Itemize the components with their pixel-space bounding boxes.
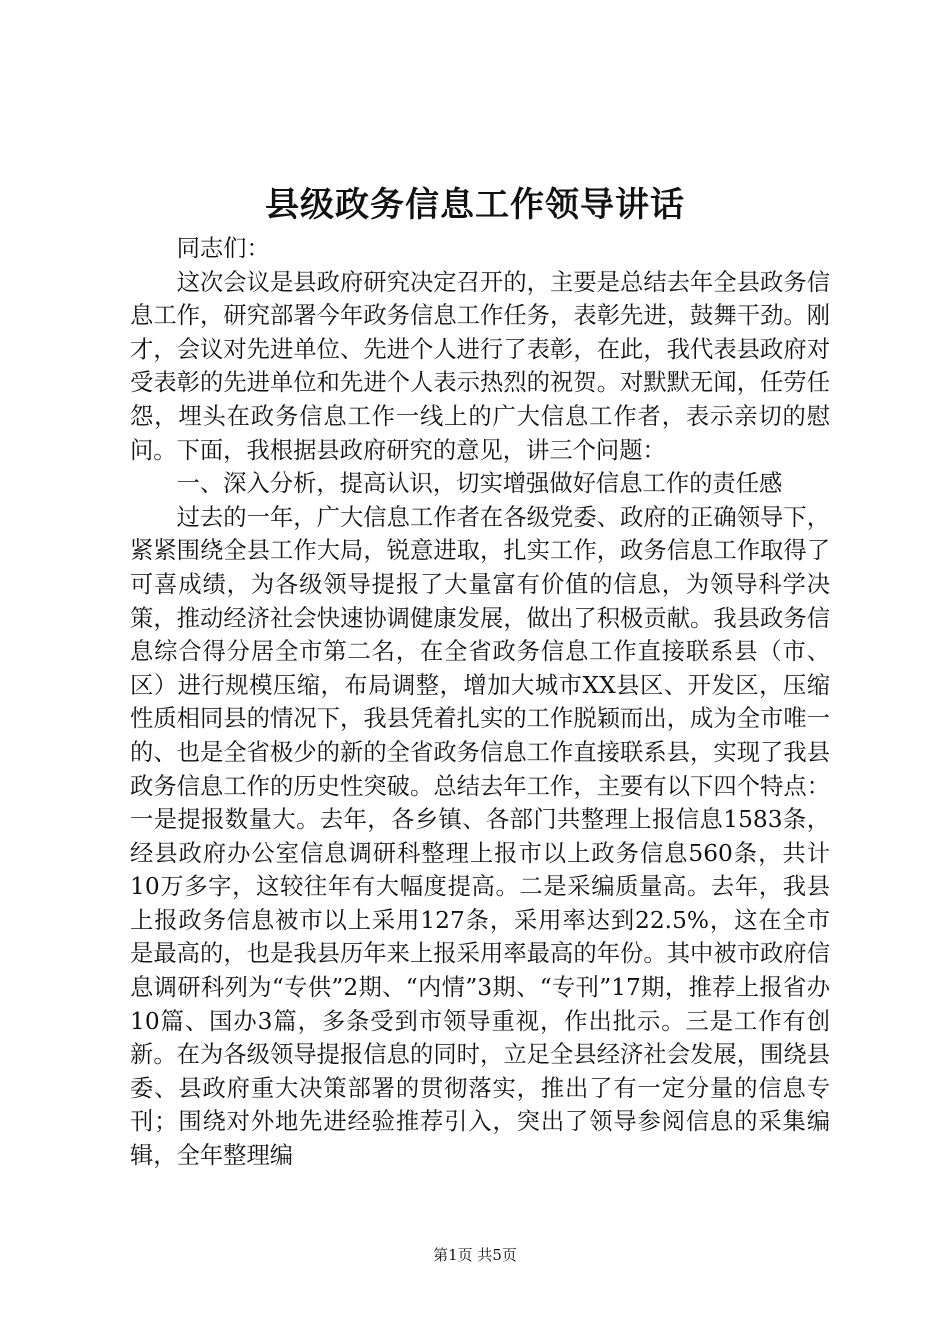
intro-paragraph: 这次会议是县政府研究决定召开的，主要是总结去年全县政务信息工作，研究部署今年政务信息工作任务，表彰先进，鼓舞干劲。刚才，会议对先进单位、先进个人进行了表彰，在此，我代表县政府对受表彰的先进单位和先进个人表示热烈的祝贺。对默默无闻，任劳任怨，埋头在政务信息工作一线上的广大信息工作者，表示亲切的慰问。下面，我根据县政府研究的意见，讲三个问题： [130,268,830,464]
document-title: 县级政务信息工作领导讲话 [265,185,685,225]
salutation-paragraph: 同志们： [176,235,270,262]
page-total: 共5页 [477,1246,517,1264]
page-footer [0,1244,950,1266]
document-body [130,232,830,1173]
section-heading-1: 一、深入分析，提高认识，切实增强做好信息工作的责任感 [176,470,783,498]
body-paragraph: 过去的一年，广大信息工作者在各级党委、政府的正确领导下，紧紧围绕全县工作大局，锐意进取，扎实工作，政务信息工作取得了可喜成绩，为各级领导提报了大量富有价值的信息，为领导科学决策，推动经济社会快速协调健康发展，做出了积极贡献。我县政务信息综合得分居全市第二名，在全省政务信息工作直接联系县（市、区）进行规模压缩，布局调整，增加大城市XX县区、开发区，压缩性质相同县的情况下，我县凭着扎实的工作脱颖而出，成为全市唯一的、也是全省极少的新的全省政务信息工作直接联系县，实现了我县政务信息工作的历史性突破。总结去年工作，主要有以下四个特点：一是提报数量大。去年，各乡镇、各部门共整理上报信息1583条，经县政府办公室信息调研科整理上报市以上政务信息560条，共计10万多字，这较往年有大幅度提高。二是采编质量高。去年，我县上报政务信息被市以上采用127条，采用率达到22.5%，这在全市是最高的，也是我县历年来上报采用率最高的年份。其中被市政府信息调研科列为“专供”2期、“内情”3期、“专刊”17期，推荐上报省办10篇、国办3篇，多条受到市领导重视，作出批示。三是工作有创新。在为各级领导提报信息的同时，立足全县经济社会发展，围绕县委、县政府重大决策部署的贯彻落实，推出了有一定分量的信息专刊；围绕对外地先进经验推荐引入，突出了领导参阅信息的采集编辑，全年整理编 [130,503,830,1170]
page-number: 第1页 [433,1246,473,1264]
